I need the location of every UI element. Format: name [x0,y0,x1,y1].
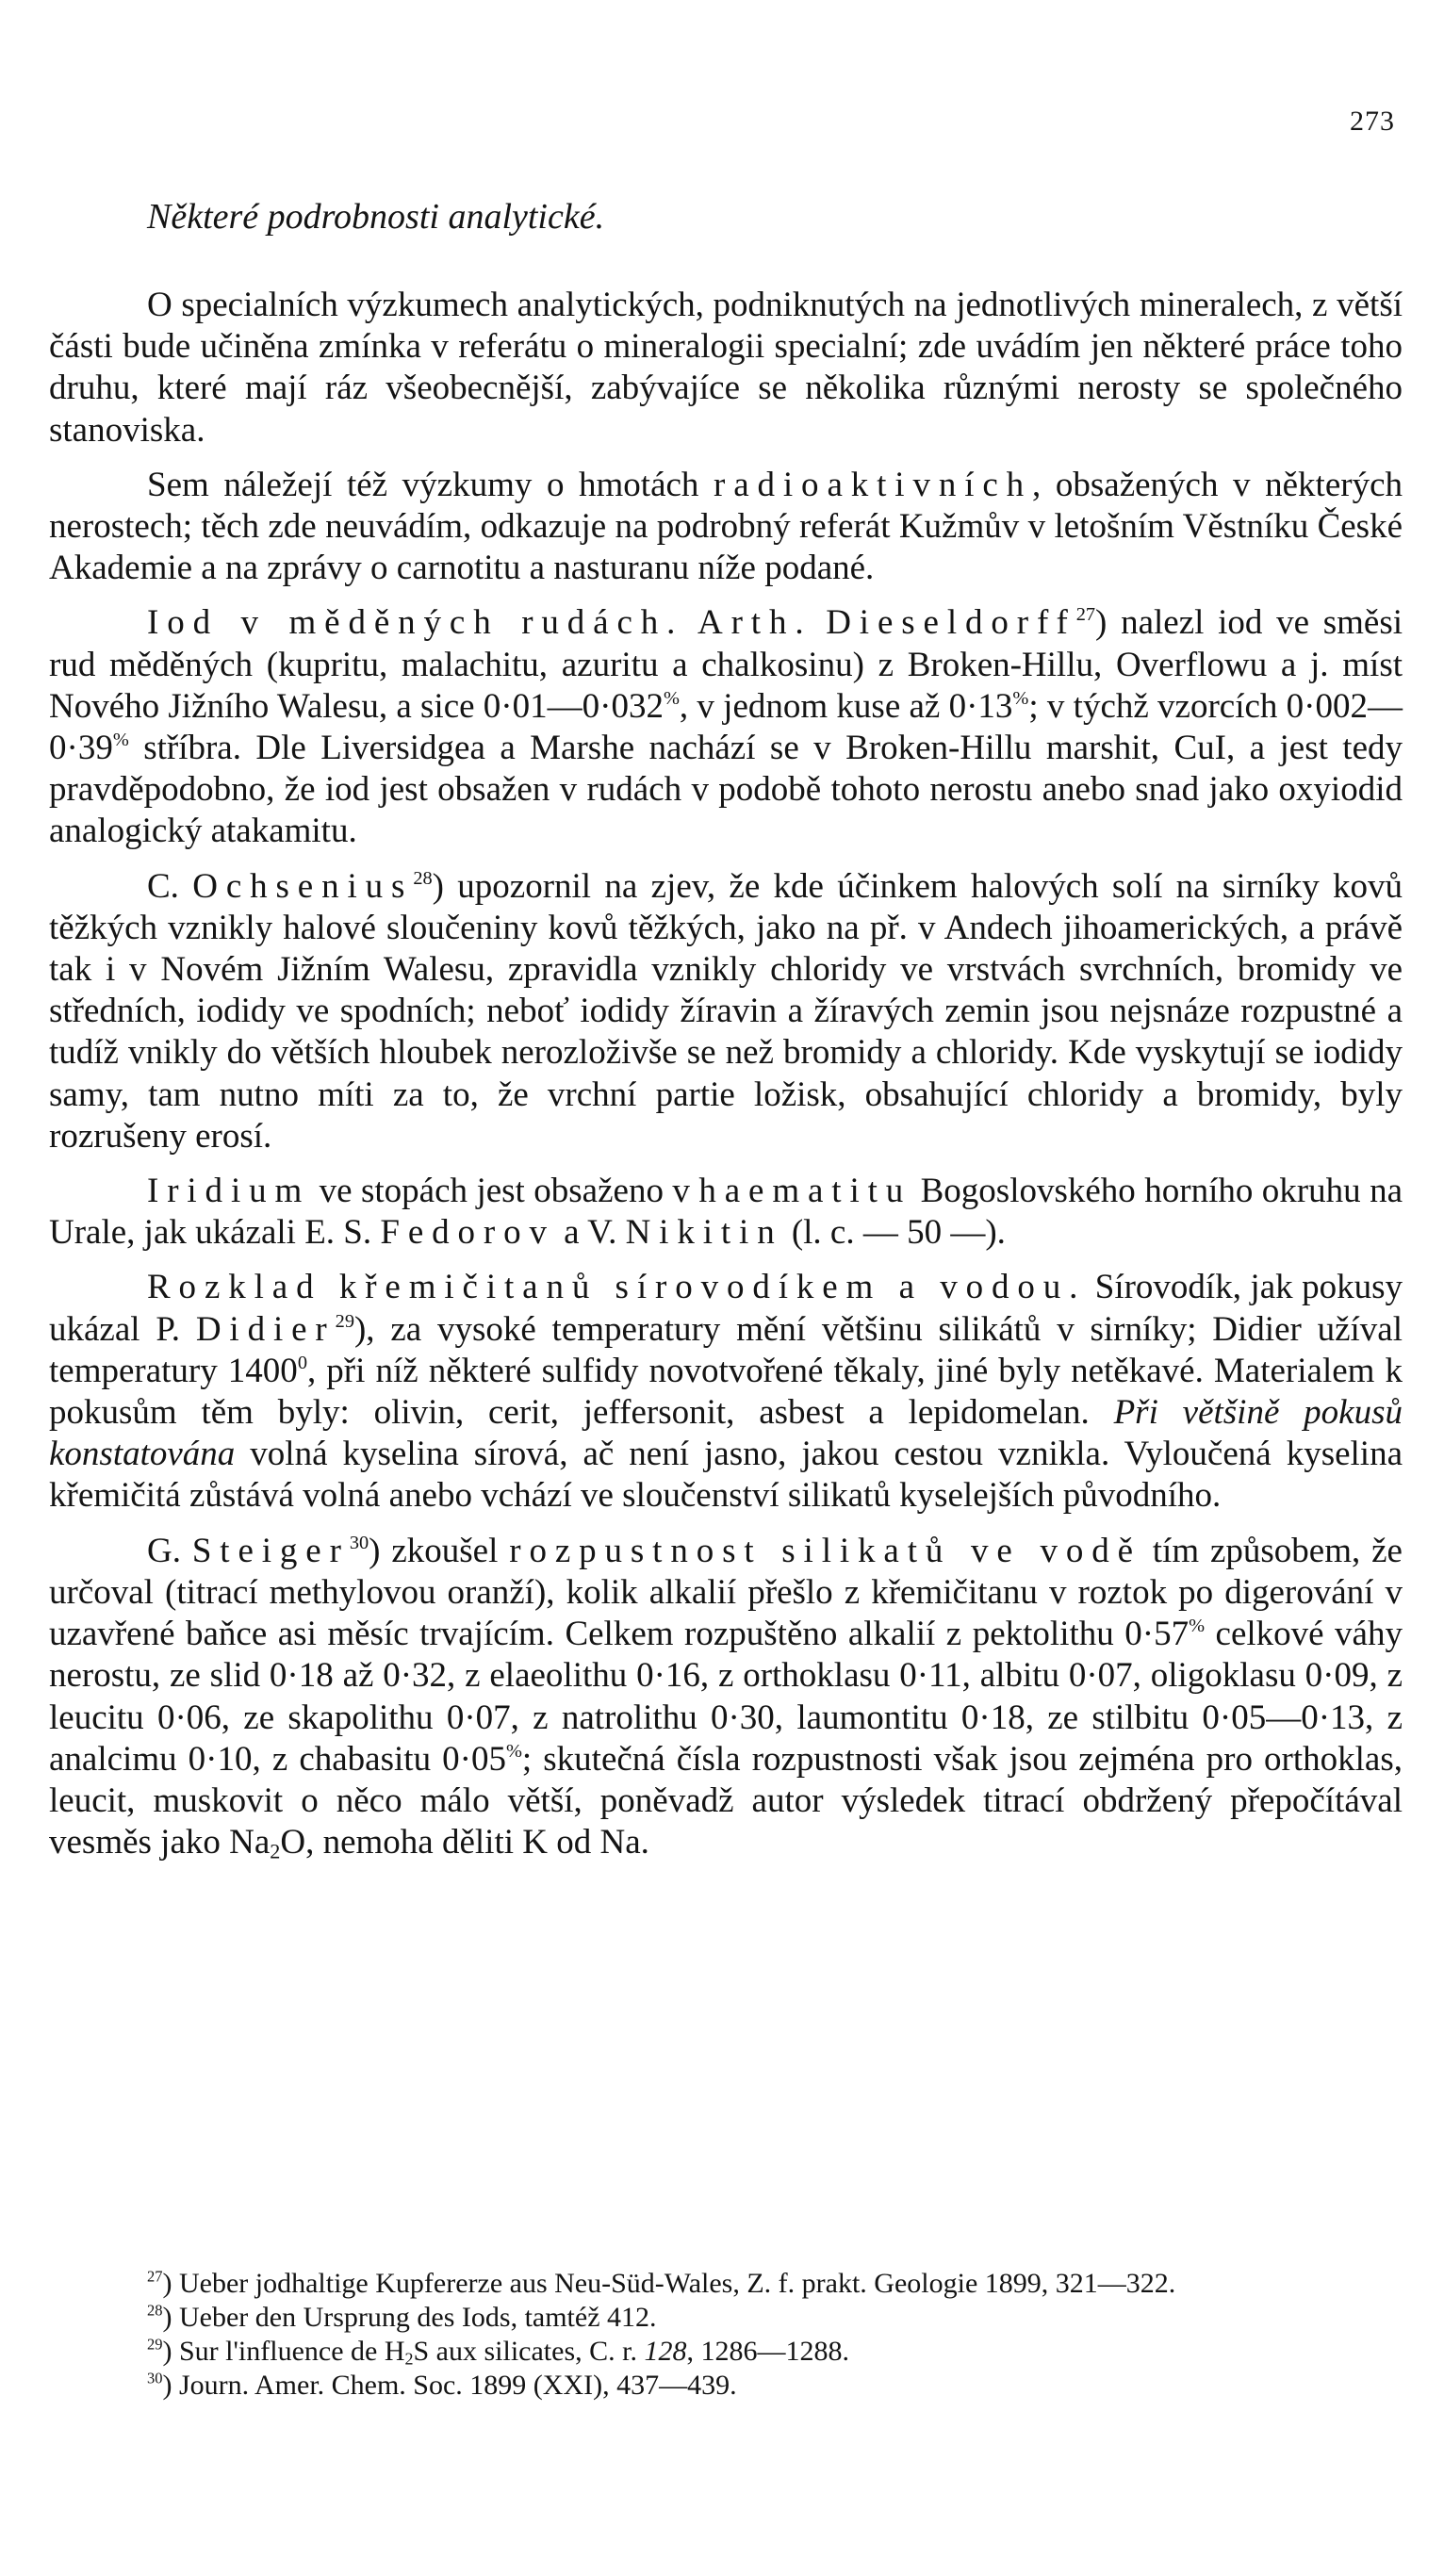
section-heading: Některé podrobnosti analytické. [147,197,605,237]
footnote: $^{30}$) Journ. Amer. Chem. Soc. 1899 (XXI), 437—439. [147,2369,737,2401]
author-name: Steiger [191,1531,350,1570]
footnote: $^{27}$) Ueber jodhaltige Kupfererze aus Neu-Süd-Wales, Z. f. prakt. Geologie 1899, 321—322. [147,2267,1176,2299]
author-name: Dieseldorff [826,603,1076,643]
footnote-mark: 29 [147,2335,163,2354]
footnote-ref: 28 [413,867,433,889]
footnote-mark: 27 [147,2267,163,2286]
author-name: Fedorov [380,1213,555,1253]
page-body [49,194,1403,1877]
paragraph-radioactive: Sem náležejí též výzkumy o hmotách radioaktivních, obsažených v některých nerostech; těch zde neuvádím, odkazuje na podrobný referát Kužmův v letošním Věstníku České Akademie a na zprávy o carnotitu a nasturanu níže podané. [49,465,1403,588]
footnote-mark: 28 [147,2301,163,2320]
author-name: Ochsenius [192,866,414,906]
paragraph-silicate-decomposition: Rozklad křemičitanů sírovodíkem a vodou. Sírovodík, jak pokusy ukázal P. Didier$^{29}$), za vysoké temperatury mění většinu silikátů v sirníky; Didier užíval temperatury 1400$^0$, při níž některé sulfidy novotvořené těkaly, jiné byly netěkavé. Materialem k pokusům těm byly: olivin, cerit, jeffersonit, asbest a lepidomelan. Při většině pokusů konstatována volná kyselina sírová, ač není jasno, jakou cestou vznikla. Vyloučená kyselina křemičitá zůstává volná anebo vchází ve sloučenství silikatů kyselejších původního. [49,1268,1403,1516]
paragraph-iodine: Iod v měděných rudách. Arth. Dieseldorff$^{27}$) nalezl iod ve směsi rud měděných (kupritu, malachitu, azuritu a chalkosinu) z Broken-Hillu, Overflowu a j. míst Nového Jižního Walesu, a sice 0·01—0·032%, v jednom kuse až 0·13%; v týchž vzorcích 0·002—0·39% stříbra. Dle Liversidgea a Marshe nachází se v Broken-Hillu marshit, CuI, a jest tedy pravděpodobno, že iod jest obsažen v rudách v podobě tohoto nerostu anebo snad jako oxyiodid analogický atakamitu. [49,603,1403,851]
footnote-ref: 27 [1075,604,1096,626]
paragraph-lead: Iridium [147,1172,311,1211]
spaced-term: rozpustnost silikatů ve vodě [509,1531,1141,1570]
footnote: $^{29}$) Sur l'influence de $H_2S$ aux silicates, C. r. 128, 1286—1288. [147,2335,849,2369]
page-number: 273 [1350,106,1395,137]
paragraph-lead: Rozklad křemičitanů sírovodíkem a vodou. [147,1268,1087,1307]
footnote-ref: 29 [335,1310,354,1332]
paragraph-ochsenius: C. Ochsenius$^{28}$) upozornil na zjev, že kde účinkem halových solí na sirníky kovů těžkých vznikly halové sloučeniny kovů těžkých, jako na př. v Andech jihoamerických, a právě tak i v Novém Jižním Walesu, zpravidla vznikly chloridy ve vrstvách svrchních, bromidy ve středních, iodidy ve spodních; neboť iodidy žíravin a žíravých zemin jsou nejsnáze rozpustné a tudíž vnikly do větších hloubek nerozloživše se než bromidy a chloridy. Kde vyskytují se iodidy samy, tam nutno míti za to, že vrchní partie ložisk, obsahující chloridy a bromidy, byly rozrušeny erosí. [49,866,1403,1156]
paragraph-intro: O specialních výzkumech analytických, podniknutých na jednotlivých mineralech, z větší části bude učiněna zmínka v referátu o mineralogii specialní; zde uvádím jen některé práce toho druhu, které mají ráz všeobecnější, zabývajíce se několika různými nerosty se společného stanoviska. [49,286,1403,450]
paragraph-steiger: G. Steiger$^{30}$) zkoušel rozpustnost silikatů ve vodě tím způsobem, že určoval (titrací methylovou oranží), kolik alkalií přešlo z křemičitanu v roztok po digerování v uzavřené baňce asi měsíc trvajícím. Celkem rozpuštěno alkalií z pektolithu 0·57% celkové váhy nerostu, ze slid 0·18 až 0·32, z elaeolithu 0·16, z orthoklasu 0·11, albitu 0·07, oligoklasu 0·09, z leucitu 0·06, ze skapolithu 0·07, z natrolithu 0·30, laumontitu 0·18, ze stilbitu 0·05—0·13, z analcimu 0·10, z chabasitu 0·05%; skutečná čísla rozpustnosti však jsou zejména pro orthoklas, leucit, muskovit o něco málo větší, poněvadž autor výsledek titrací obdržený přepočítával vesměs jako $Na_2O$, nemoha děliti K od Na. [49,1531,1403,1863]
footnotes [49,2267,1403,2403]
author-name: Didier [195,1309,336,1349]
paragraph-iridium: Iridium ve stopách jest obsaženo v haematitu Bogoslovského horního okruhu na Urale, jak ukázali E. S. Fedorov a V. Nikitin (l. c. — 50 —). [49,1172,1403,1253]
footnote-mark: 30 [147,2369,163,2387]
spaced-term: radioaktivních [714,465,1033,504]
footnote-ref: 30 [349,1532,369,1553]
footnote: $^{28}$) Ueber den Ursprung des Iods, tamtéž 412. [147,2301,657,2333]
author-name: Nikitin [625,1213,783,1253]
paragraph-lead: Iod v měděných rudách. [147,603,684,643]
